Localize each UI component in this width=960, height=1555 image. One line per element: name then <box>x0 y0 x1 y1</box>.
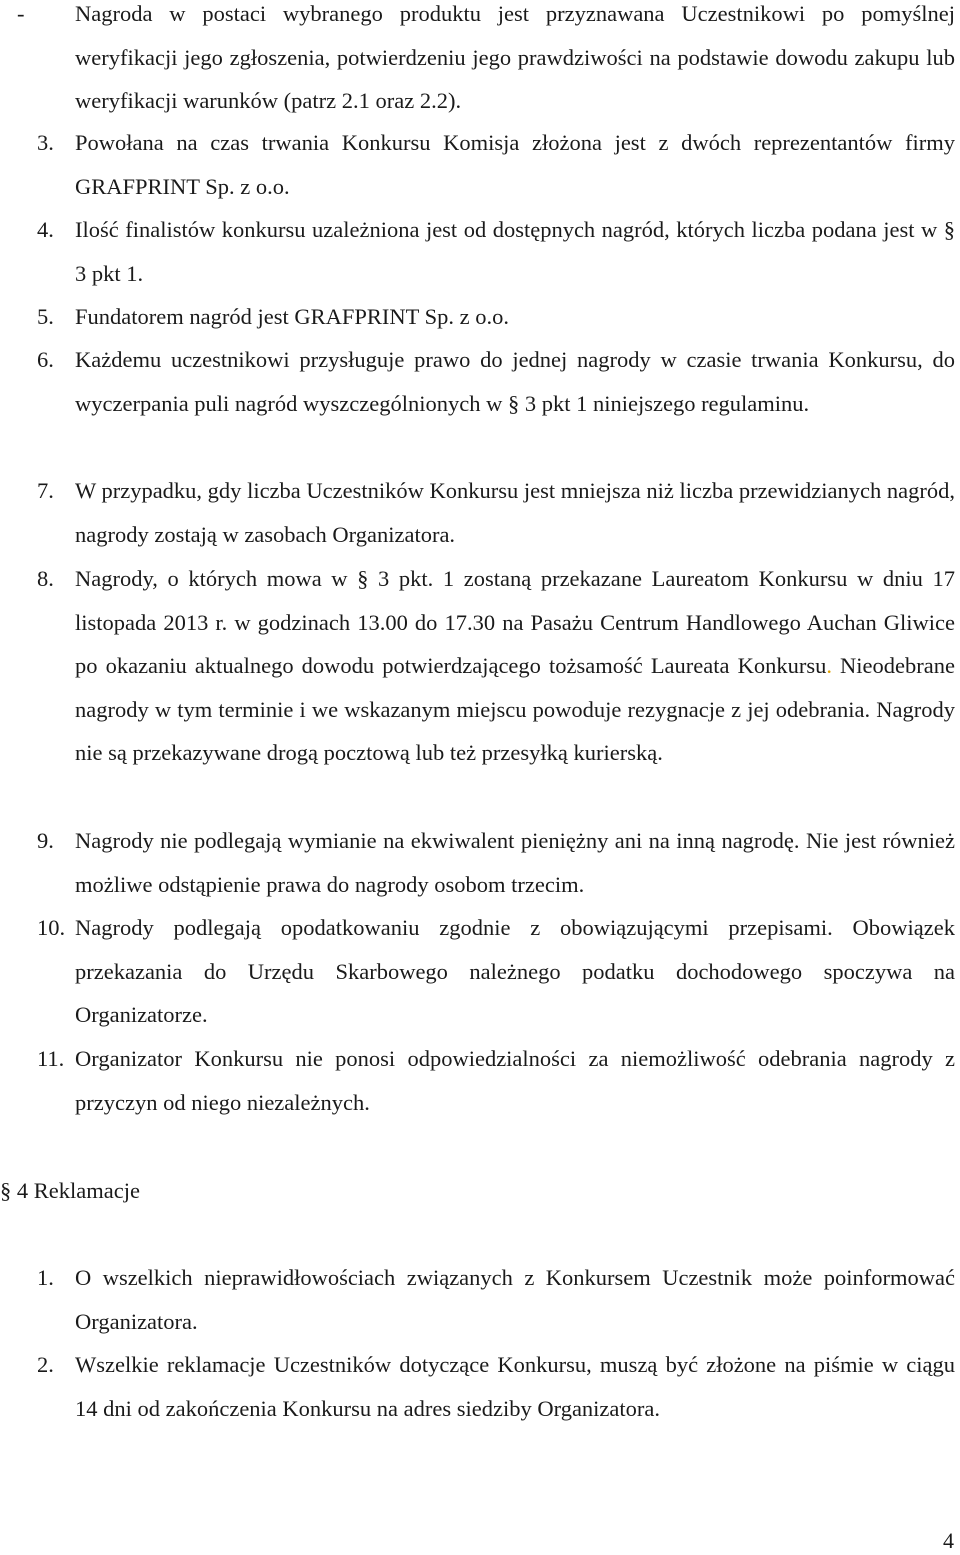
list-item <box>37 208 955 295</box>
list-item <box>37 906 955 1037</box>
list-item <box>37 121 955 208</box>
item-number: 2. <box>37 1352 54 1377</box>
item-text: Organizator Konkursu nie ponosi odpowiedzialności za niemożliwość odebrania nagrody z przyczyn od niego niezależnych. <box>75 1046 955 1115</box>
intro-dash: - <box>17 1 25 26</box>
section-heading: § 4 Reklamacje <box>0 1178 140 1203</box>
list-item <box>37 338 955 425</box>
list-item <box>37 295 955 339</box>
list-item <box>37 1256 955 1343</box>
item-text-a: Nagrody, o których mowa w § 3 pkt. 1 zostaną przekazane Laureatom Konkursu w dniu 17 listopada 2013 r. w godzinach 13.00 do 17.30 na Pasażu Centrum Handlowego Auchan Gliwice po okazaniu aktualnego dowodu potwierdzającego tożsamość Laureata Konkursu <box>75 566 955 679</box>
item-number: 10. <box>37 915 66 940</box>
item-text: Ilość finalistów konkursu uzależniona jest od dostępnych nagród, których liczba podana jest w § 3 pkt 1. <box>75 217 955 286</box>
intro-text: Nagroda w postaci wybranego produktu jest przyznawana Uczestnikowi po pomyślnej weryfikacji jego zgłoszenia, potwierdzeniu jego prawdziwości na podstawie dowodu zakupu lub weryfikacji warunków (patrz 2.1 oraz 2.2). <box>75 1 955 114</box>
item-text: Nagrody podlegają opodatkowaniu zgodnie z obowiązującymi przepisami. Obowiązek przekazania do Urzędu Skarbowego należnego podatku dochodowego spoczywa na Organizatorze. <box>75 915 955 1028</box>
item-number: 3. <box>37 130 54 155</box>
item-number: 6. <box>37 347 54 372</box>
item-text: Powołana na czas trwania Konkursu Komisja złożona jest z dwóch reprezentantów firmy GRAFPRINT Sp. z o.o. <box>75 130 955 199</box>
list-item <box>37 1343 955 1430</box>
item-number: 1. <box>37 1265 54 1290</box>
page-number: 4 <box>943 1528 954 1553</box>
highlighted-period: . <box>826 653 832 679</box>
item-number: 9. <box>37 828 54 853</box>
item-number: 5. <box>37 304 54 329</box>
item-number: 7. <box>37 478 54 503</box>
item-number: 8. <box>37 566 54 591</box>
list-item <box>37 469 955 556</box>
item-number: 4. <box>37 217 54 242</box>
item-text-b: Nieodebrane nagrody w tym terminie i we wskazanym miejscu powoduje rezygnacje z jej odebrania. Nagrody nie są przekazywane drogą pocztową lub też przesyłką kurierską. <box>75 653 955 766</box>
list-item <box>37 1037 955 1124</box>
item-text: Każdemu uczestnikowi przysługuje prawo do jednej nagrody w czasie trwania Konkursu, do wyczerpania puli nagród wyszczególnionych w § 3 pkt 1 niniejszego regulaminu. <box>75 347 955 416</box>
item-text: Wszelkie reklamacje Uczestników dotyczące Konkursu, muszą być złożone na piśmie w ciągu 14 dni od zakończenia Konkursu na adres siedziby Organizatora. <box>75 1352 955 1421</box>
list-item <box>37 557 955 775</box>
list-item <box>37 819 955 906</box>
item-text: W przypadku, gdy liczba Uczestników Konkursu jest mniejsza niż liczba przewidzianych nagród, nagrody zostają w zasobach Organizatora. <box>75 478 955 547</box>
intro-paragraph <box>17 0 955 123</box>
item-text: Fundatorem nagród jest GRAFPRINT Sp. z o.o. <box>75 304 509 329</box>
item-text: Nagrody nie podlegają wymianie na ekwiwalent pieniężny ani na inną nagrodę. Nie jest również możliwe odstąpienie prawa do nagrody osobom trzecim. <box>75 828 955 897</box>
item-number: 11. <box>37 1046 65 1071</box>
item-text: O wszelkich nieprawidłowościach związanych z Konkursem Uczestnik może poinformować Organizatora. <box>75 1265 955 1334</box>
